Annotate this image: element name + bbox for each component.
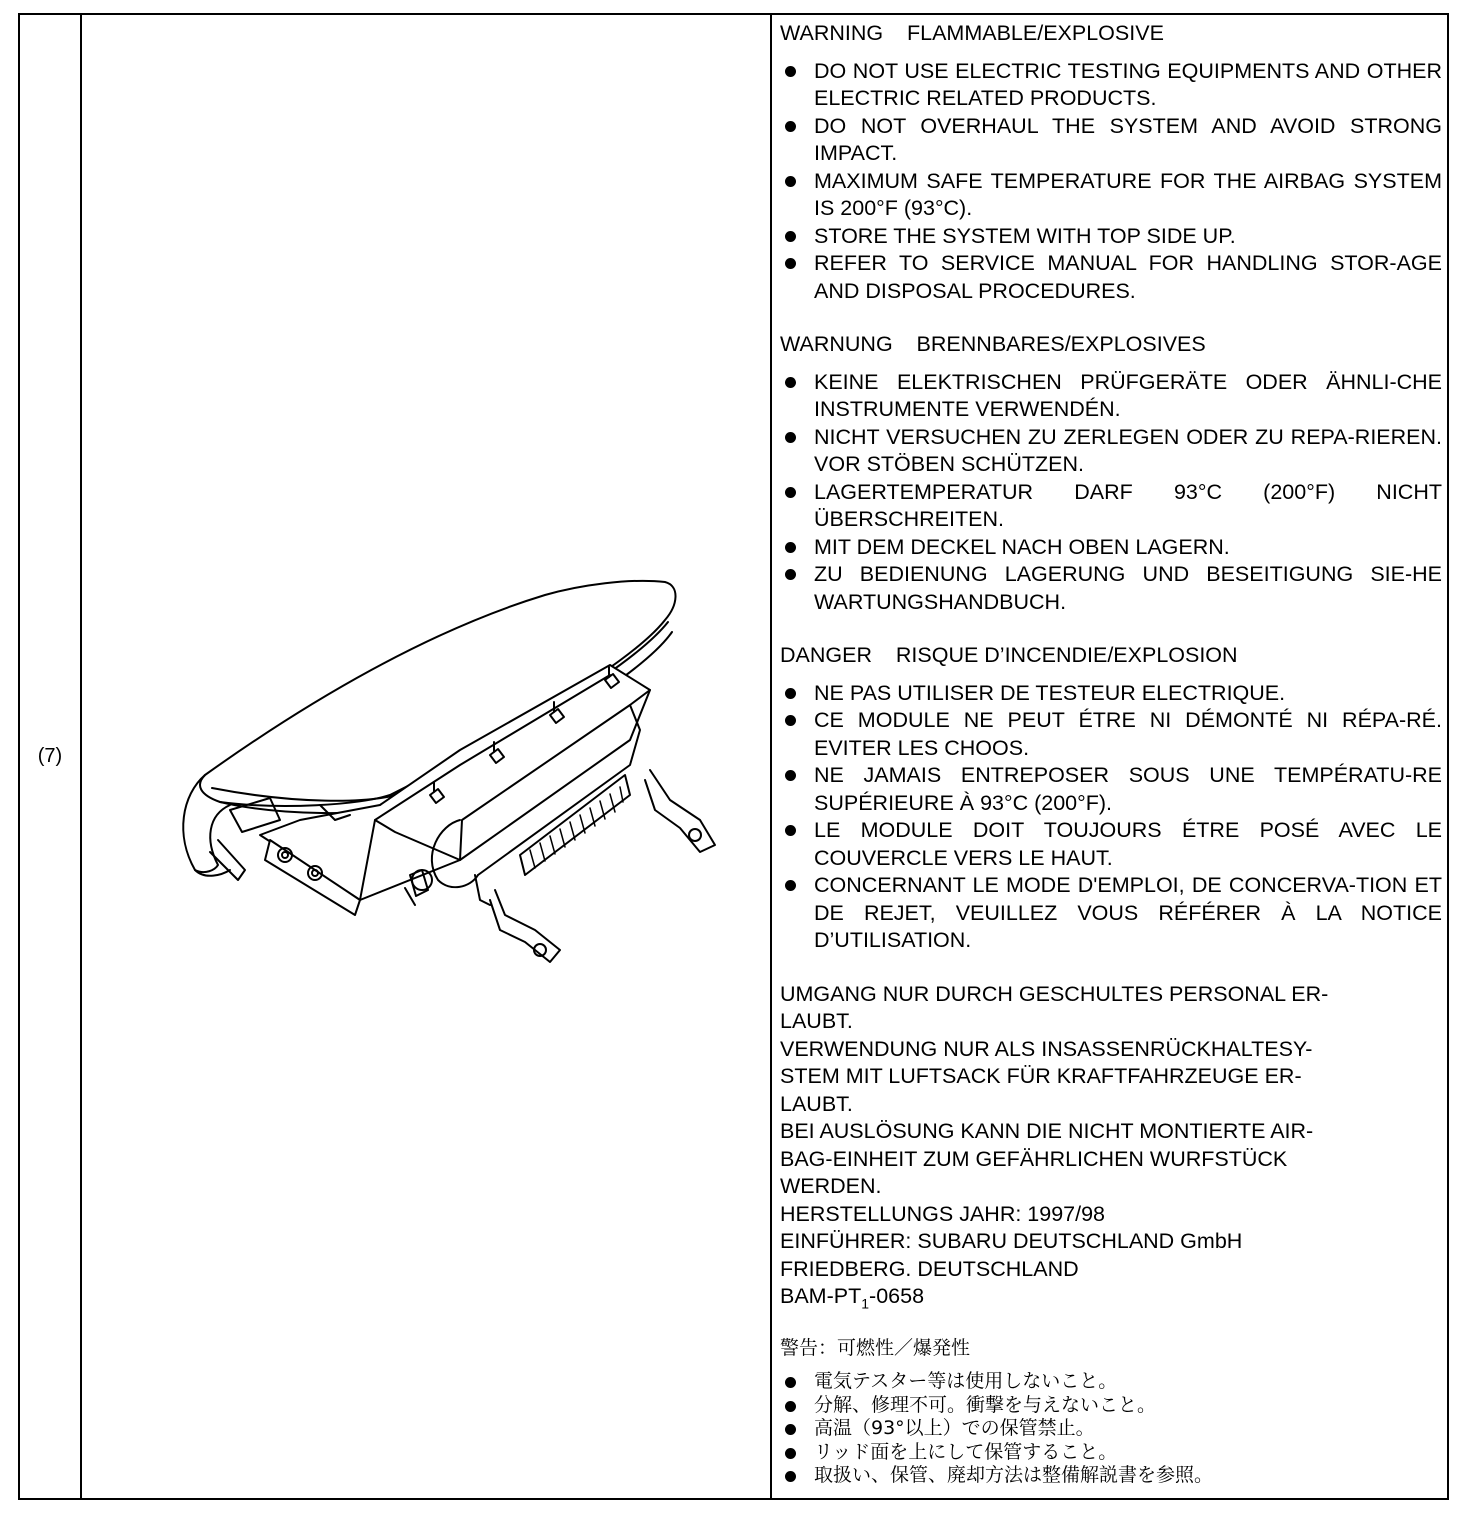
warning-list-english — [780, 58, 1442, 306]
warning-heading-french: DANGER RISQUE D’INCENDIE/EXPLOSION — [780, 643, 1238, 667]
notice-line: FRIEDBERG. DEUTSCHLAND — [780, 1256, 1079, 1281]
list-item: LAGERTEMPERATUR DARF 93°C (200°F) NICHT ÜBERSCHREITEN. — [780, 479, 1442, 534]
list-item: MIT DEM DECKEL NACH OBEN LAGERN. — [780, 534, 1442, 562]
notice-line: WERDEN. — [780, 1174, 882, 1198]
item-number: (7) — [37, 745, 63, 767]
list-item: NICHT VERSUCHEN ZU ZERLEGEN ODER ZU REPA-RIEREN. VOR STÖBEN SCHÜTZEN. — [780, 424, 1442, 479]
list-item: REFER TO SERVICE MANUAL FOR HANDLING STOR-AGE AND DISPOSAL PROCEDURES. — [780, 250, 1442, 305]
list-item: NE JAMAIS ENTREPOSER SOUS UNE TEMPÉRATU-RE SUPÉRIEURE À 93°C (200°F). — [780, 762, 1442, 817]
warning-heading-japanese: 警告：可燃性／爆発性 — [780, 1336, 971, 1359]
notice-line: HERSTELLUNGS JAHR: 1997/98 — [780, 1201, 1106, 1226]
list-item: KEINE ELEKTRISCHEN PRÜFGERÄTE ODER ÄHNLI-CHE INSTRUMENTE VERWENDÉN. — [780, 369, 1442, 424]
list-item: 分解、修理不可。衝撃を与えないこと。 — [780, 1394, 1442, 1418]
list-item: CONCERNANT LE MODE D'EMPLOI, DE CONCERVA-TION ET DE REJET, VEUILLEZ VOUS RÉFÉRER À LA NOTICE D’UTILISATION. — [780, 872, 1442, 955]
warning-section-japanese — [780, 1337, 1442, 1488]
list-item: 電気テスター等は使用しないこと。 — [780, 1370, 1442, 1394]
list-item: リッド面を上にして保管すること。 — [780, 1441, 1442, 1465]
list-item: CE MODULE NE PEUT ÉTRE NI DÉMONTÉ NI RÉPA-RÉ. EVITER LES CHOOS. — [780, 707, 1442, 762]
warning-heading-english: WARNING FLAMMABLE/EXPLOSIVE — [780, 21, 1164, 45]
notice-line: BEI AUSLÖSUNG KANN DIE NICHT MONTIERTE AIR- — [780, 1119, 1314, 1143]
warning-list-japanese — [780, 1370, 1442, 1488]
german-notice-block — [780, 981, 1442, 1311]
warning-section-french — [780, 642, 1442, 955]
airbag-module-illustration — [160, 570, 730, 990]
warning-list-french — [780, 680, 1442, 955]
approval-number — [780, 1283, 1442, 1311]
label-table — [18, 13, 1449, 1500]
list-item: DO NOT OVERHAUL THE SYSTEM AND AVOID STRONG IMPACT. — [780, 113, 1442, 168]
notice-line: VERWENDUNG NUR ALS INSASSENRÜCKHALTESY- — [780, 1036, 1313, 1061]
notice-line: LAUBT. — [780, 1091, 853, 1116]
warning-list-german — [780, 369, 1442, 617]
list-item: MAXIMUM SAFE TEMPERATURE FOR THE AIRBAG SYSTEM IS 200°F (93°C). — [780, 168, 1442, 223]
column-divider-right — [770, 15, 772, 1498]
warning-section-german — [780, 331, 1442, 616]
list-item: NE PAS UTILISER DE TESTEUR ELECTRIQUE. — [780, 680, 1442, 708]
notice-line: BAG-EINHEIT ZUM GEFÄHRLICHEN WURFSTÜCK — [780, 1146, 1288, 1171]
warning-text-column — [780, 20, 1442, 1488]
list-item: LE MODULE DOIT TOUJOURS ÉTRE POSÉ AVEC LE COUVERCLE VERS LE HAUT. — [780, 817, 1442, 872]
approval-suffix: -0658 — [869, 1284, 925, 1308]
warning-heading-german: WARNUNG BRENNBARES/EXPLOSIVES — [780, 332, 1206, 356]
list-item: 取扱い、保管、廃却方法は整備解説書を参照。 — [780, 1464, 1442, 1488]
notice-line: STEM MIT LUFTSACK FÜR KRAFTFAHRZEUGE ER- — [780, 1064, 1302, 1088]
notice-line: UMGANG NUR DURCH GESCHULTES PERSONAL ER- — [780, 981, 1329, 1006]
approval-subscript: 1 — [861, 1295, 870, 1312]
list-item: 高温（93°以上）での保管禁止。 — [780, 1417, 1442, 1441]
approval-prefix: BAM-PT — [780, 1284, 862, 1308]
notice-line: LAUBT. — [780, 1009, 853, 1033]
notice-line: EINFÜHRER: SUBARU DEUTSCHLAND GmbH — [780, 1229, 1243, 1253]
warning-section-english — [780, 20, 1442, 305]
list-item: DO NOT USE ELECTRIC TESTING EQUIPMENTS AND OTHER ELECTRIC RELATED PRODUCTS. — [780, 58, 1442, 113]
column-divider-left — [80, 15, 82, 1498]
list-item: STORE THE SYSTEM WITH TOP SIDE UP. — [780, 223, 1442, 251]
list-item: ZU BEDIENUNG LAGERUNG UND BESEITIGUNG SIE-HE WARTUNGSHANDBUCH. — [780, 561, 1442, 616]
